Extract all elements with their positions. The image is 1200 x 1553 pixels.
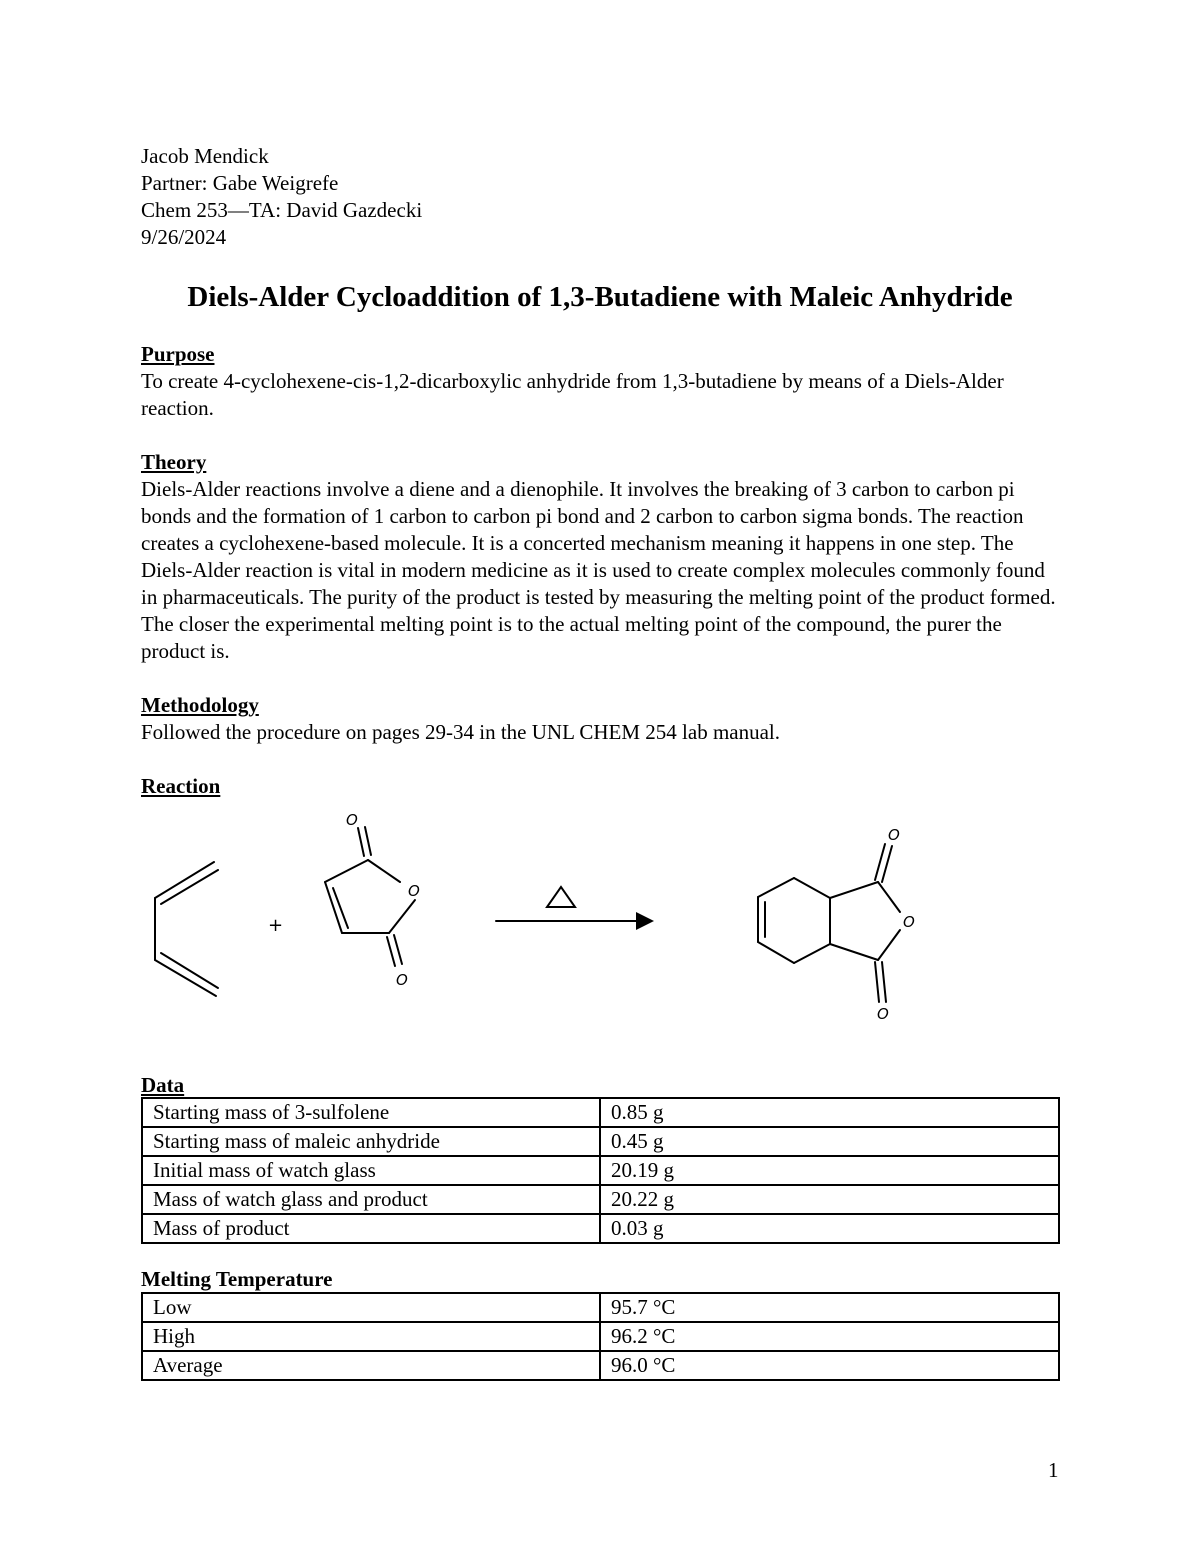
melting-label: Average: [142, 1351, 600, 1380]
table-row: [142, 1127, 1059, 1156]
table-row: [142, 1185, 1059, 1214]
table-row: [142, 1351, 1059, 1380]
maleic-carbonyl-oxygen-bottom: O: [396, 971, 408, 989]
purpose-section: [141, 341, 1061, 422]
table-row: [142, 1098, 1059, 1127]
heat-triangle-icon: [547, 887, 575, 907]
table-row: [142, 1156, 1059, 1185]
theory-text: Diels-Alder reactions involve a diene and a dienophile. It involves the breaking of 3 carbon to carbon pi bonds and the formation of 1 carbon to carbon pi bond and 2 carbon to carbon sigma bonds. The reaction creates a cyclohexene-based molecule. It is a concerted mechanism meaning it happens in one step. The Diels-Alder reaction is vital in modern medicine as it is used to create complex molecules commonly found in pharmaceuticals. The purity of the product is tested by measuring the melting point of the product formed. The closer the experimental melting point is to the actual melting point of the compound, the purer the product is.: [141, 477, 1056, 663]
methodology-heading: Methodology: [141, 693, 259, 717]
methodology-section: [141, 692, 1061, 746]
document-header: [141, 143, 422, 251]
document-title: Diels-Alder Cycloaddition of 1,3-Butadiene with Maleic Anhydride: [187, 281, 1013, 313]
purpose-text: To create 4-cyclohexene-cis-1,2-dicarboxylic anhydride from 1,3-butadiene by means of a Diels-Alder reaction.: [141, 369, 1004, 420]
product-structure: [758, 844, 900, 1002]
reaction-scheme-drawing: [130, 800, 1010, 1040]
data-label: Mass of product: [142, 1214, 600, 1243]
product-carbonyl-oxygen-bottom: O: [877, 1005, 889, 1023]
reaction-scheme: [130, 800, 1010, 1040]
maleic-ring-oxygen: O: [408, 882, 420, 900]
partner-line: Partner: Gabe Weigrefe: [141, 171, 339, 195]
melting-value: 96.2 °C: [600, 1322, 1059, 1351]
data-value: 0.45 g: [600, 1127, 1059, 1156]
melting-value: 95.7 °C: [600, 1293, 1059, 1322]
data-value: 0.85 g: [600, 1098, 1059, 1127]
theory-section: [141, 449, 1061, 665]
data-table: [141, 1097, 1060, 1244]
plus-sign: +: [268, 915, 284, 936]
date-line: 9/26/2024: [141, 225, 227, 249]
arrow-head-icon: [636, 912, 654, 930]
page-number: 1: [1048, 1458, 1059, 1482]
course-line: Chem 253—TA: David Gazdecki: [141, 198, 423, 222]
reaction-heading: Reaction: [141, 774, 221, 798]
data-label: Initial mass of watch glass: [142, 1156, 600, 1185]
author-name: Jacob Mendick: [141, 144, 269, 168]
theory-heading: Theory: [141, 450, 207, 474]
methodology-text: Followed the procedure on pages 29-34 in the UNL CHEM 254 lab manual.: [141, 720, 781, 744]
product-ring-oxygen: O: [903, 913, 915, 931]
melting-temperature-heading: Melting Temperature: [141, 1267, 333, 1291]
data-label: Starting mass of 3-sulfolene: [142, 1098, 600, 1127]
data-value: 0.03 g: [600, 1214, 1059, 1243]
melting-label: Low: [142, 1293, 600, 1322]
table-row: [142, 1322, 1059, 1351]
data-value: 20.19 g: [600, 1156, 1059, 1185]
maleic-carbonyl-oxygen-top: O: [346, 811, 358, 829]
butadiene-structure: [155, 862, 218, 996]
melting-label: High: [142, 1322, 600, 1351]
product-carbonyl-oxygen-top: O: [888, 826, 900, 844]
melting-value: 96.0 °C: [600, 1351, 1059, 1380]
purpose-heading: Purpose: [141, 342, 215, 366]
table-row: [142, 1293, 1059, 1322]
data-heading: Data: [141, 1073, 185, 1097]
data-label: Starting mass of maleic anhydride: [142, 1127, 600, 1156]
table-row: [142, 1214, 1059, 1243]
maleic-anhydride-structure: [325, 827, 415, 966]
melting-temperature-table: [141, 1292, 1060, 1381]
data-label: Mass of watch glass and product: [142, 1185, 600, 1214]
data-value: 20.22 g: [600, 1185, 1059, 1214]
